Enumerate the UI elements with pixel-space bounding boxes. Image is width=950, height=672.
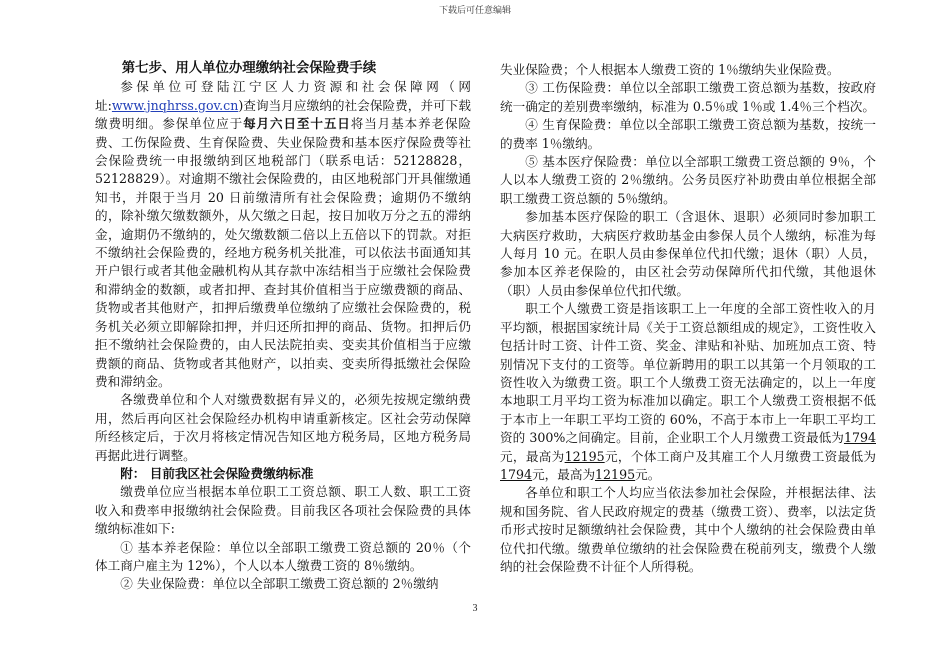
paragraph-payment-procedure <box>95 78 471 391</box>
self-employed-min-value: 1794 <box>500 466 533 482</box>
header-note: 下载后可任意编辑 <box>438 6 511 16</box>
text-segment: 职工个人缴费工资是指该职工上一年度的全部工资性收入的月平均额，根据国家统计局《关于工资总额组成的规定》，工资性收入包括计时工资、计件工资、奖金、津贴和补贴、加班加点工资、特别情况下支付的工资等。单位新聘用的职工以其第一个月领取的工资性收入为缴费工资。职工个人缴费工资无法确定的，以上一年度本地职工月平均工资为标准加以确定。职工个人缴费工资根据不低于本市上一年职工平均工资的 60%，不高于本市上一年职工平均工资的 300%之间确定。目前，企业职工个人月缴费工资最低为 <box>500 301 876 446</box>
min-wage-value: 1794 <box>843 430 876 446</box>
deadline-text: 每月六日至十五日 <box>243 116 351 132</box>
appendix-title <box>95 465 471 483</box>
text-segment: 元，最高为 <box>500 448 565 464</box>
paragraph-dispute: 各缴费单位和个人对缴费数据有异义的，必须先按规定缴纳费用，然后再向区社会保险经办机构申请重新核定。区社会劳动保障所经核定后，于次月将核定情况告知区地方税务局，区地方税务局再据此进行调整。 <box>95 392 471 463</box>
text-segment: 元，个体工商户及其雇工个人月缴费工资最低为 <box>604 448 877 464</box>
item-injury-insurance: ③ 工伤保险费：单位以全部职工缴费工资总额为基数，按政府统一确定的差别费率缴纳，标准为 0.5％或 1％或 1.4％三个档次。 <box>500 80 876 114</box>
paragraph-obligation: 各单位和职工个人均应当依法参加社会保险，并根据法律、法规和国务院、省人民政府规定的费基（缴费工资）、费率，以法定货币形式按时足额缴纳社会保险费，其中个人缴纳的社会保险费由单位代扣代缴。缴费单位缴纳的社会保险费在税前列支，缴费个人缴纳的社会保险费不计征个人所得税。 <box>500 485 876 574</box>
text-segment: 将当月基本养老保险费、工伤保险费、生育保险费、失业保险费和基本医疗保险费等社会保险费统一申报缴纳到区地税部门（联系电话：52128828，52128829）。对逾期不缴社会保险费的，由区地税部门开具催缴通知书，并限于当月 20 日前缴清所有社会保险费；逾期仍不缴纳的，除补缴欠缴数额外，从欠缴之日起，按日加收万分之五的滞纳金，逾期仍不缴纳的，处欠缴数额二倍以上五倍以下的罚款。对拒不缴纳社会保险费的，经地方税务机关批准，可以依法书面通知其开户银行或者其他金融机构从其存款中冻结相当于应缴社会保险费和滞纳金的数额，或者扣押、查封其价值相当于应缴费额的商品、货物或者其他财产，扣押后缴费单位缴纳了应缴社会保险费的，税务机关必须立即解除扣押，并归还所扣押的商品、货物。扣押后仍拒不缴纳社会保险费的，由人民法院拍卖、变卖其价值相当于应缴费额的商品、货物或者其他财产，以拍卖、变卖所得抵缴社会保险费和滞纳金。 <box>95 116 472 389</box>
text-segment: )查询当月应缴纳的社会保险费，并可下载缴费明细。参保单位应于 <box>95 97 471 132</box>
paragraph-standard-intro: 缴费单位应当根据本单位职工工资总额、职工人数、职工工资收入和费率申报缴纳社会保险费。目前我区各项社会保险费的具体缴纳标准如下: <box>95 484 471 537</box>
appendix-title-text: 附： 目前我区社会保险费缴纳标准 <box>120 465 314 481</box>
max-wage-value: 12195 <box>564 448 605 464</box>
text-segment: 参保单位可登陆江宁区人力资源和社会保障网（网址: <box>95 79 471 113</box>
item-unemployment-insurance: ② 失业保险费：单位以全部职工缴费工资总额的 2％缴纳 <box>120 576 439 592</box>
item-pension-insurance: ① 基本养老保险：单位以全部职工缴费工资总额的 20％（个体工商户雇主为 12%），个人以本人缴费工资的 8％缴纳。 <box>95 539 471 573</box>
text-segment: 元。 <box>635 466 661 482</box>
section-title: 第七步、用人单位办理缴纳社会保险费手续 <box>121 61 377 76</box>
right-column <box>500 61 876 576</box>
unemployment-continued: 失业保险费；个人根据本人缴费工资的 1％缴纳失业保险费。 <box>500 62 840 77</box>
page-number: 3 <box>472 603 478 614</box>
left-column <box>95 60 471 594</box>
paragraph-serious-illness: 参加基本医疗保险的职工（含退休、退职）必须同时参加职工大病医疗救助，大病医疗救助基金由参保人员个人缴纳，标准为每人每月 10 元。在职人员由参保单位代扣代缴；退休（职）人员，参加本区养老保险的，由区社会劳动保障所代扣代缴，其他退休（职）人员由参保单位代扣代缴。 <box>500 209 876 298</box>
item-medical-insurance: ⑤ 基本医疗保险费：单位以全部职工缴费工资总额的 9％，个人以本人缴费工资的 2％缴纳。公务员医疗补助费由单位根据全部职工缴费工资总额的 5％缴纳。 <box>500 154 876 206</box>
text-segment: 元，最高为 <box>532 466 596 482</box>
item-maternity-insurance: ④ 生育保险费：单位以全部职工缴费工资总额为基数，按统一的费率 1％缴纳。 <box>500 117 876 151</box>
paragraph-contribution-wage <box>500 300 876 484</box>
self-employed-max-value: 12195 <box>595 466 636 482</box>
website-link[interactable]: www.jnqhrss.gov.cn <box>111 97 239 113</box>
